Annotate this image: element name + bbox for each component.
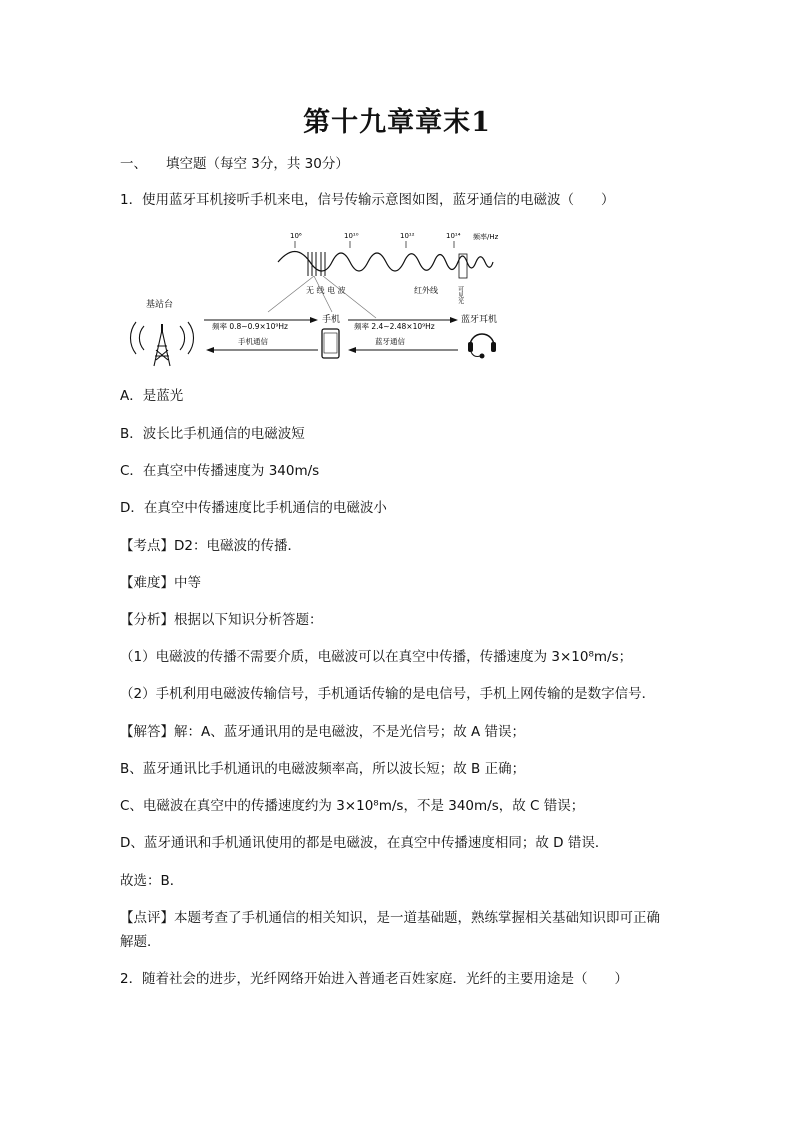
freq-tick-4: 10¹⁴ — [446, 232, 461, 240]
option-d: D．在真空中传播速度比手机通信的电磁波小 — [120, 500, 387, 516]
difficulty-line: 【难度】中等 — [120, 575, 201, 591]
base-station-label: 基站台 — [146, 300, 174, 310]
answer-line: 故选：B． — [120, 873, 184, 889]
kaodian-line: 【考点】D2：电磁波的传播． — [120, 538, 301, 554]
analysis-point-1: （1）电磁波的传播不需要介质，电磁波可以在真空中传播，传播速度为 3×10⁸m/s； — [120, 649, 633, 665]
solution-c: C、电磁波在真空中的传播速度约为 3×10⁸m/s，不是 340m/s，故 C 错误； — [120, 798, 585, 814]
solution-b: B、蓝牙通讯比手机通讯的电磁波频率高，所以波长短；故 B 正确； — [120, 761, 526, 777]
question-1-stem — [120, 191, 615, 209]
question-2-number: 2． — [120, 971, 143, 987]
analysis-point-2: （2）手机利用电磁波传输信号，手机通话传输的是电信号，手机上网传输的是数字信号． — [120, 686, 656, 702]
bt-comm-label: 蓝牙通信 — [375, 337, 405, 346]
comment-line-2: 解题． — [120, 934, 161, 950]
spectrum-wave — [278, 252, 493, 272]
phone-icon — [322, 329, 339, 358]
bt-freq-label: 频率 2.4~2.48×10⁹Hz — [354, 322, 435, 331]
question-2-stem — [120, 970, 628, 988]
option-c: C．在真空中传播速度为 340m/s — [120, 463, 320, 479]
page-title: 第十九章章末1 — [303, 107, 491, 138]
comment-line-1: 【点评】本题考查了手机通信的相关知识，是一道基础题，熟练掌握相关基础知识即可正确 — [120, 910, 660, 926]
option-b: B．波长比手机通信的电磁波短 — [120, 426, 305, 442]
section-label: 填空题（每空 3分，共 30分） — [166, 156, 349, 172]
phone-comm-label: 手机通信 — [238, 337, 268, 346]
signal-transmission-diagram — [118, 226, 508, 372]
solution-a: 【解答】解：A、蓝牙通讯用的是电磁波，不是光信号；故 A 错误； — [120, 724, 526, 740]
bluetooth-earphone-icon — [468, 334, 496, 359]
base-station-tower-icon — [130, 322, 193, 366]
section-number: 一、 — [120, 156, 147, 172]
question-1-text: 使用蓝牙耳机接听手机来电，信号传输示意图如图，蓝牙通信的电磁波（ ） — [142, 192, 615, 208]
freq-tick-2: 10¹⁰ — [344, 232, 359, 240]
phone-freq-label: 频率 0.8~0.9×10⁹Hz — [212, 322, 288, 331]
band-infrared-label: 红外线 — [414, 286, 438, 295]
solution-d: D、蓝牙通讯和手机通讯使用的都是电磁波，在真空中传播速度相同；故 D 错误． — [120, 835, 609, 851]
freq-unit-label: 频率/Hz — [473, 233, 499, 241]
band-visible-label: 可见光 — [456, 286, 464, 304]
analysis-heading: 【分析】根据以下知识分析答题： — [120, 612, 323, 628]
question-1-number: 1． — [120, 192, 143, 208]
option-a: A．是蓝光 — [120, 388, 184, 404]
freq-tick-1: 10⁶ — [290, 232, 302, 240]
section-heading — [120, 155, 349, 173]
freq-tick-3: 10¹² — [400, 232, 415, 240]
phone-label: 手机 — [322, 315, 341, 325]
earphone-label: 蓝牙耳机 — [461, 315, 498, 325]
band-radio-label: 无 线 电 波 — [306, 286, 346, 295]
question-2-text: 随着社会的进步，光纤网络开始进入普通老百姓家庭．光纤的主要用途是（ ） — [142, 971, 628, 987]
